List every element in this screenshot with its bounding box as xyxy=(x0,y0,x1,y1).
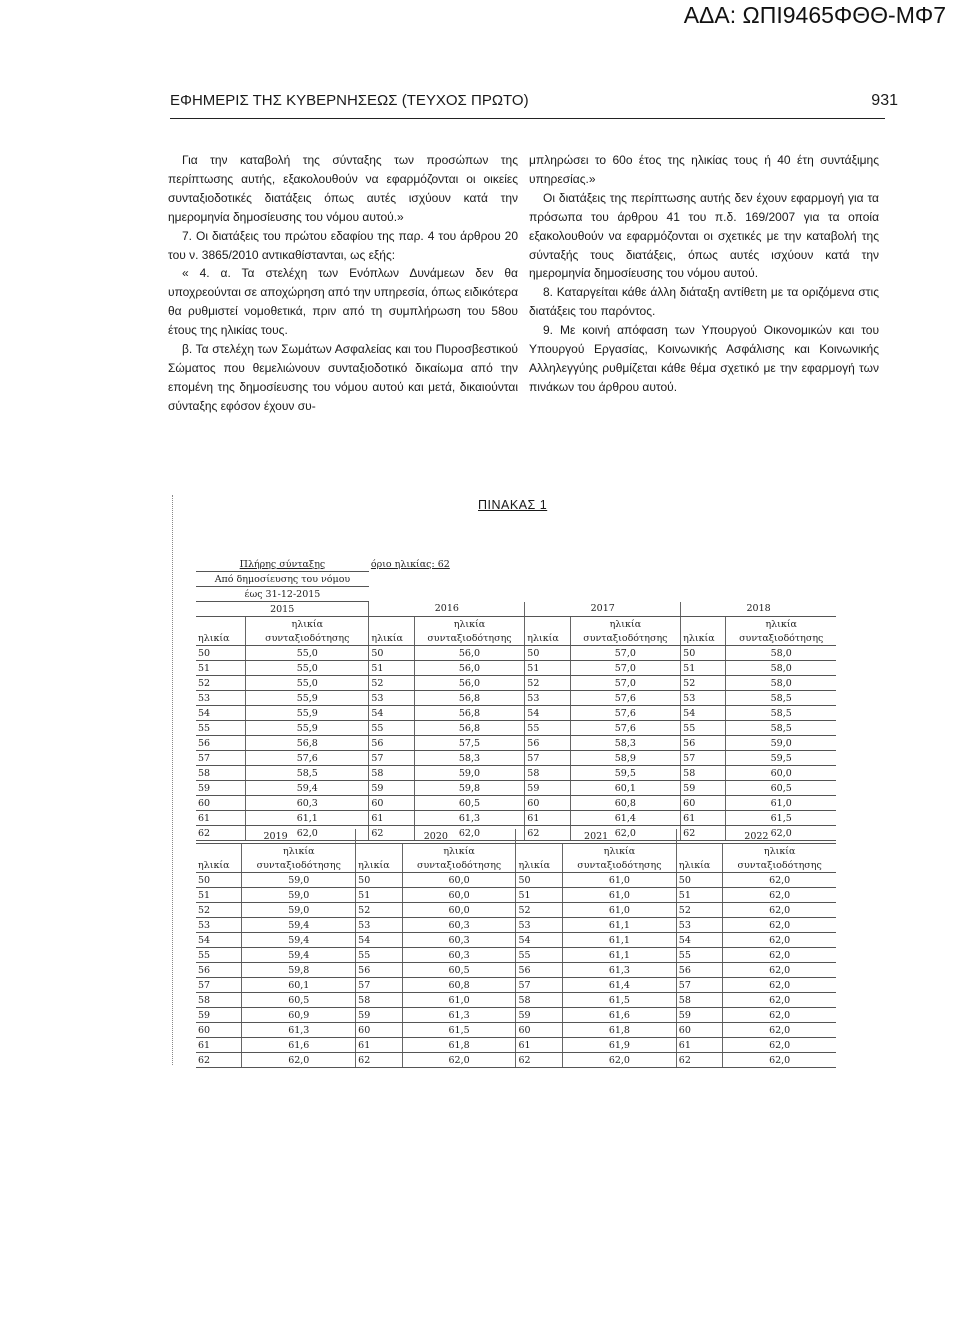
age-cell: 59 xyxy=(196,781,246,796)
retirement-age-cell: 58,5 xyxy=(726,691,836,706)
age-cell: 51 xyxy=(681,661,726,676)
retirement-age-cell: 60,0 xyxy=(402,888,516,903)
table-row xyxy=(196,1008,836,1023)
retirement-age-cell: 55,9 xyxy=(246,706,369,721)
retirement-age-cell: 59,5 xyxy=(726,751,836,766)
retirement-age-cell: 57,5 xyxy=(414,736,525,751)
col-header-age: ηλικία xyxy=(196,631,246,646)
retirement-age-cell: 61,0 xyxy=(402,993,516,1008)
table-row xyxy=(196,811,836,826)
age-cell: 51 xyxy=(516,888,563,903)
age-cell: 58 xyxy=(356,993,403,1008)
retirement-age-cell: 62,0 xyxy=(402,1053,516,1068)
age-cell: 50 xyxy=(525,646,570,661)
retirement-age-cell: 61,1 xyxy=(563,948,677,963)
retirement-age-cell: 60,5 xyxy=(242,993,356,1008)
age-cell: 60 xyxy=(196,796,246,811)
age-cell: 62 xyxy=(516,1053,563,1068)
retirement-age-cell: 59,0 xyxy=(242,888,356,903)
age-cell: 56 xyxy=(369,736,414,751)
retirement-age-cell: 58,0 xyxy=(726,661,836,676)
age-cell: 51 xyxy=(525,661,570,676)
table-title: ΠΙΝΑΚΑΣ 1 xyxy=(478,498,548,512)
age-cell: 58 xyxy=(196,766,246,781)
retirement-age-cell: 61,8 xyxy=(563,1023,677,1038)
paragraph: 8. Καταργείται κάθε άλλη διάταξη αντίθετη με τα οριζόμενα στις διατάξεις του παρόντος. xyxy=(529,285,879,319)
table-row xyxy=(196,1053,836,1068)
retirement-age-cell: 59,4 xyxy=(242,933,356,948)
running-header xyxy=(170,92,898,118)
age-cell: 62 xyxy=(356,1053,403,1068)
retirement-age-cell: 60,3 xyxy=(402,948,516,963)
age-cell: 57 xyxy=(516,978,563,993)
retirement-age-cell: 57,6 xyxy=(570,706,681,721)
retirement-age-cell: 55,9 xyxy=(246,691,369,706)
retirement-age-cell: 60,1 xyxy=(570,781,681,796)
age-cell: 57 xyxy=(525,751,570,766)
table-row xyxy=(196,1038,836,1053)
col-header: ηλικία xyxy=(414,617,525,632)
age-cell: 56 xyxy=(681,736,726,751)
age-cell: 54 xyxy=(196,706,246,721)
retirement-age-cell: 59,0 xyxy=(726,736,836,751)
gazette-title: ΕΦΗΜΕΡΙΣ ΤΗΣ ΚΥΒΕΡΝΗΣΕΩΣ (ΤΕΥΧΟΣ ΠΡΩΤΟ) xyxy=(170,92,529,109)
age-cell: 59 xyxy=(676,1008,723,1023)
retirement-age-cell: 59,0 xyxy=(414,766,525,781)
table-row xyxy=(196,873,836,888)
year-2015: 2015 xyxy=(196,602,369,617)
retirement-age-cell: 58,9 xyxy=(570,751,681,766)
age-cell: 58 xyxy=(369,766,414,781)
age-cell: 50 xyxy=(516,873,563,888)
table-row xyxy=(196,766,836,781)
age-cell: 52 xyxy=(369,676,414,691)
age-cell: 58 xyxy=(196,993,242,1008)
col-header-retirement: συνταξιοδότησης xyxy=(726,631,836,646)
retirement-age-cell: 58,3 xyxy=(570,736,681,751)
age-cell: 54 xyxy=(196,933,242,948)
age-cell: 59 xyxy=(681,781,726,796)
retirement-age-cell: 61,1 xyxy=(246,811,369,826)
age-cell: 53 xyxy=(196,691,246,706)
table-row xyxy=(196,903,836,918)
year-2016: 2016 xyxy=(369,602,525,617)
age-cell: 52 xyxy=(676,903,723,918)
age-cell: 60 xyxy=(681,796,726,811)
paragraph: β. Τα στελέχη των Σωμάτων Ασφαλείας και του Πυροσβεστικού Σώματος που θεμελιώνουν συνταξιοδοτικό δικαίωμα από την επομένη της δημοσίευσης του νόμου αυτού και μετά, δικαιούνται σύνταξης εφόσον έχουν συ- xyxy=(168,342,518,413)
age-cell: 58 xyxy=(525,766,570,781)
retirement-age-cell: 58,5 xyxy=(726,706,836,721)
age-cell: 50 xyxy=(681,646,726,661)
col-header: ηλικία xyxy=(242,844,356,859)
retirement-age-cell: 59,5 xyxy=(570,766,681,781)
age-cell: 62 xyxy=(369,826,414,841)
retirement-age-cell: 61,6 xyxy=(242,1038,356,1053)
retirement-age-cell: 60,5 xyxy=(414,796,525,811)
table-row xyxy=(196,918,836,933)
retirement-age-cell: 62,0 xyxy=(723,963,836,978)
col-header-retirement: συνταξιοδότησης xyxy=(570,631,681,646)
retirement-age-cell: 57,0 xyxy=(570,676,681,691)
table-row xyxy=(196,646,836,661)
paragraph: « 4. α. Τα στελέχη των Ενόπλων Δυνάμεων δεν θα υποχρεούνται σε αποχώρηση από την υπηρεσία, όπως ειδικότερα θα ρυθμιστεί νομοθετικά, πριν από τη συμπλήρωση του 58ου έτους της ηλικίας τους. xyxy=(168,266,519,338)
age-cell: 55 xyxy=(356,948,403,963)
retirement-age-cell: 60,0 xyxy=(402,903,516,918)
ada-code: ΑΔΑ: ΩΠΙ9465ΦΘΘ-ΜΦ7 xyxy=(683,2,946,28)
age-cell: 61 xyxy=(525,811,570,826)
table-row xyxy=(196,796,836,811)
age-cell: 55 xyxy=(676,948,723,963)
table-row xyxy=(196,781,836,796)
age-cell: 61 xyxy=(676,1038,723,1053)
age-cell: 54 xyxy=(516,933,563,948)
age-cell: 55 xyxy=(196,948,242,963)
age-cell: 60 xyxy=(356,1023,403,1038)
age-cell: 53 xyxy=(516,918,563,933)
retirement-age-cell: 62,0 xyxy=(246,826,369,841)
table-body xyxy=(196,646,836,841)
age-cell: 50 xyxy=(356,873,403,888)
header-rule xyxy=(170,118,885,119)
retirement-age-cell: 59,8 xyxy=(414,781,525,796)
age-cell: 61 xyxy=(369,811,414,826)
age-cell: 54 xyxy=(676,933,723,948)
col-header-retirement: συνταξιοδότησης xyxy=(414,631,525,646)
age-cell: 55 xyxy=(681,721,726,736)
table-row xyxy=(196,978,836,993)
retirement-age-cell: 60,1 xyxy=(242,978,356,993)
retirement-age-cell: 56,8 xyxy=(414,706,525,721)
age-cell: 60 xyxy=(676,1023,723,1038)
age-cell: 57 xyxy=(369,751,414,766)
col-header-retirement: συνταξιοδότησης xyxy=(723,858,836,873)
retirement-age-cell: 56,0 xyxy=(414,676,525,691)
age-cell: 59 xyxy=(356,1008,403,1023)
col-header-age: ηλικία xyxy=(681,631,726,646)
scan-margin-line xyxy=(172,495,173,1065)
age-cell: 60 xyxy=(525,796,570,811)
retirement-age-cell: 55,9 xyxy=(246,721,369,736)
age-cell: 57 xyxy=(356,978,403,993)
col-header-age: ηλικία xyxy=(525,631,570,646)
age-cell: 54 xyxy=(356,933,403,948)
retirement-age-cell: 55,0 xyxy=(246,676,369,691)
col-header-retirement: συνταξιοδότησης xyxy=(402,858,516,873)
retirement-age-cell: 58,0 xyxy=(726,676,836,691)
retirement-age-cell: 56,0 xyxy=(414,646,525,661)
age-cell: 55 xyxy=(196,721,246,736)
age-cell: 56 xyxy=(525,736,570,751)
retirement-age-cell: 59,4 xyxy=(242,948,356,963)
retirement-age-cell: 61,0 xyxy=(563,903,677,918)
retirement-age-cell: 56,8 xyxy=(414,691,525,706)
paragraph: μπληρώσει το 60ο έτος της ηλικίας τους ή 40 έτη συντάξιμης υπηρεσίας.» xyxy=(529,153,879,186)
age-cell: 53 xyxy=(681,691,726,706)
age-cell: 51 xyxy=(369,661,414,676)
retirement-age-cell: 61,4 xyxy=(570,811,681,826)
right-text-column xyxy=(529,151,879,397)
age-cell: 62 xyxy=(676,1053,723,1068)
age-cell: 58 xyxy=(676,993,723,1008)
retirement-age-cell: 60,0 xyxy=(402,873,516,888)
page-number: 931 xyxy=(871,92,898,109)
age-cell: 52 xyxy=(516,903,563,918)
retirement-age-cell: 60,9 xyxy=(242,1008,356,1023)
table-row xyxy=(196,706,836,721)
paragraph: 9. Με κοινή απόφαση των Υπουργού Οικονομικών και του Υπουργού Εργασίας, Κοινωνικής Ασφάλισης και Κοινωνικής Αλληλεγγύης ρυθμίζεται κάθε θέμα σχετικό με την εφαρμογή των πινάκων του άρθρου αυτού. xyxy=(529,323,879,394)
col-header: ηλικία xyxy=(570,617,681,632)
retirement-age-cell: 57,6 xyxy=(246,751,369,766)
retirement-age-cell: 58,0 xyxy=(726,646,836,661)
table-row xyxy=(196,721,836,736)
retirement-age-cell: 59,8 xyxy=(242,963,356,978)
retirement-age-cell: 59,0 xyxy=(242,903,356,918)
retirement-age-cell: 57,0 xyxy=(570,646,681,661)
age-cell: 55 xyxy=(525,721,570,736)
retirement-age-cell: 61,1 xyxy=(563,918,677,933)
age-limit-label: όριο ηλικίας: 62 xyxy=(370,558,450,570)
left-text-column xyxy=(168,151,518,416)
retirement-age-cell: 60,8 xyxy=(402,978,516,993)
retirement-age-cell: 62,0 xyxy=(242,1053,356,1068)
year-2021: 2021 xyxy=(516,829,676,844)
retirement-age-cell: 62,0 xyxy=(723,888,836,903)
retirement-age-cell: 57,6 xyxy=(570,721,681,736)
retirement-age-cell: 58,3 xyxy=(414,751,525,766)
retirement-age-cell: 55,0 xyxy=(246,646,369,661)
retirement-age-cell: 61,0 xyxy=(563,888,677,903)
year-2022: 2022 xyxy=(676,829,836,844)
retirement-age-cell: 58,5 xyxy=(246,766,369,781)
year-2020: 2020 xyxy=(356,829,516,844)
age-cell: 58 xyxy=(681,766,726,781)
until-date-label: έως 31-12-2015 xyxy=(196,587,369,602)
age-cell: 53 xyxy=(356,918,403,933)
table-body xyxy=(196,873,836,1068)
age-cell: 61 xyxy=(681,811,726,826)
retirement-age-cell: 57,6 xyxy=(570,691,681,706)
retirement-age-cell: 56,8 xyxy=(414,721,525,736)
age-cell: 59 xyxy=(525,781,570,796)
col-header: ηλικία xyxy=(402,844,516,859)
retirement-age-cell: 62,0 xyxy=(414,826,525,841)
paragraph: Για την καταβολή της σύνταξης των προσώπων της περίπτωσης αυτής, εξακολουθούν να εφαρμόζονται οι οικείες συνταξιοδοτικές διατάξεις όπως αυτές ισχύουν κατά την ημερομηνία δημοσίευσης του νόμου αυτού.» xyxy=(168,153,518,224)
age-cell: 53 xyxy=(525,691,570,706)
col-header-age: ηλικία xyxy=(516,858,563,873)
retirement-age-cell: 61,3 xyxy=(563,963,677,978)
retirement-age-cell: 61,5 xyxy=(563,993,677,1008)
retirement-age-cell: 62,0 xyxy=(723,948,836,963)
age-cell: 57 xyxy=(196,978,242,993)
retirement-age-cell: 61,0 xyxy=(563,873,677,888)
retirement-age-cell: 60,3 xyxy=(246,796,369,811)
pension-age-table-2015-2018 xyxy=(196,557,836,841)
age-cell: 52 xyxy=(196,676,246,691)
retirement-age-cell: 61,4 xyxy=(563,978,677,993)
age-cell: 50 xyxy=(196,873,242,888)
retirement-age-cell: 59,4 xyxy=(242,918,356,933)
retirement-age-cell: 61,8 xyxy=(402,1038,516,1053)
retirement-age-cell: 62,0 xyxy=(723,1038,836,1053)
year-2019: 2019 xyxy=(196,829,356,844)
retirement-age-cell: 61,6 xyxy=(563,1008,677,1023)
age-cell: 53 xyxy=(196,918,242,933)
age-cell: 50 xyxy=(196,646,246,661)
age-cell: 62 xyxy=(196,826,246,841)
retirement-age-cell: 60,8 xyxy=(570,796,681,811)
retirement-age-cell: 60,0 xyxy=(726,766,836,781)
retirement-age-cell: 61,1 xyxy=(563,933,677,948)
pension-age-table-2019-2022 xyxy=(196,829,836,1068)
retirement-age-cell: 61,5 xyxy=(402,1023,516,1038)
paragraph: Οι διατάξεις της περίπτωσης αυτής δεν έχουν εφαρμογή για τα πρόσωπα του άρθρου 41 του π.δ. 169/2007 για τα οποία εξακολουθούν να εφαρμόζονται οι σχετικές με την καταβολή της σύνταξής τους διατάξεις, όπως αυτές ισχύουν κατά την ημερομηνία δημοσίευσης του νόμου αυτού. xyxy=(529,190,879,281)
age-cell: 57 xyxy=(196,751,246,766)
retirement-age-cell: 61,9 xyxy=(563,1038,677,1053)
retirement-age-cell: 60,3 xyxy=(402,918,516,933)
retirement-age-cell: 61,5 xyxy=(726,811,836,826)
age-cell: 56 xyxy=(676,963,723,978)
retirement-age-cell: 56,8 xyxy=(246,736,369,751)
table-row xyxy=(196,888,836,903)
table-row xyxy=(196,933,836,948)
retirement-age-cell: 62,0 xyxy=(723,993,836,1008)
col-header-retirement: συνταξιοδότησης xyxy=(242,858,356,873)
age-cell: 52 xyxy=(196,903,242,918)
age-cell: 62 xyxy=(525,826,570,841)
retirement-age-cell: 61,3 xyxy=(402,1008,516,1023)
from-publication-label: Από δημοσίευσης του νόμου xyxy=(196,572,369,587)
age-cell: 57 xyxy=(676,978,723,993)
age-cell: 56 xyxy=(196,963,242,978)
age-cell: 62 xyxy=(196,1053,242,1068)
age-cell: 60 xyxy=(369,796,414,811)
col-header-age: ηλικία xyxy=(369,631,414,646)
col-header-retirement: συνταξιοδότησης xyxy=(246,631,369,646)
retirement-age-cell: 62,0 xyxy=(563,1053,677,1068)
retirement-age-cell: 62,0 xyxy=(723,1023,836,1038)
year-2018: 2018 xyxy=(681,602,836,617)
age-cell: 57 xyxy=(681,751,726,766)
age-cell: 61 xyxy=(196,1038,242,1053)
retirement-age-cell: 60,3 xyxy=(402,933,516,948)
retirement-age-cell: 60,5 xyxy=(726,781,836,796)
col-header: ηλικία xyxy=(563,844,677,859)
age-cell: 53 xyxy=(676,918,723,933)
age-cell: 51 xyxy=(676,888,723,903)
col-header-retirement: συνταξιοδότησης xyxy=(563,858,677,873)
age-cell: 54 xyxy=(369,706,414,721)
retirement-age-cell: 61,3 xyxy=(414,811,525,826)
age-cell: 54 xyxy=(525,706,570,721)
retirement-age-cell: 55,0 xyxy=(246,661,369,676)
retirement-age-cell: 58,5 xyxy=(726,721,836,736)
retirement-age-cell: 62,0 xyxy=(723,978,836,993)
age-cell: 61 xyxy=(196,811,246,826)
age-cell: 61 xyxy=(516,1038,563,1053)
col-header-age: ηλικία xyxy=(356,858,403,873)
table-row xyxy=(196,1023,836,1038)
age-cell: 55 xyxy=(369,721,414,736)
table-row xyxy=(196,751,836,766)
retirement-age-cell: 62,0 xyxy=(723,918,836,933)
age-cell: 52 xyxy=(525,676,570,691)
age-cell: 61 xyxy=(356,1038,403,1053)
col-header: ηλικία xyxy=(246,617,369,632)
table-row xyxy=(196,691,836,706)
retirement-age-cell: 62,0 xyxy=(723,1008,836,1023)
table-row xyxy=(196,676,836,691)
age-cell: 59 xyxy=(369,781,414,796)
age-cell: 51 xyxy=(196,661,246,676)
retirement-age-cell: 62,0 xyxy=(723,933,836,948)
age-cell: 51 xyxy=(356,888,403,903)
retirement-age-cell: 59,0 xyxy=(242,873,356,888)
age-cell: 50 xyxy=(369,646,414,661)
age-cell: 62 xyxy=(681,826,726,841)
retirement-age-cell: 59,4 xyxy=(246,781,369,796)
age-cell: 54 xyxy=(681,706,726,721)
age-cell: 60 xyxy=(516,1023,563,1038)
table-row xyxy=(196,963,836,978)
retirement-age-cell: 60,5 xyxy=(402,963,516,978)
table-row xyxy=(196,661,836,676)
retirement-age-cell: 62,0 xyxy=(723,1053,836,1068)
year-2017: 2017 xyxy=(525,602,681,617)
age-cell: 60 xyxy=(196,1023,242,1038)
age-cell: 56 xyxy=(516,963,563,978)
age-cell: 58 xyxy=(516,993,563,1008)
retirement-age-cell: 61,0 xyxy=(726,796,836,811)
retirement-age-cell: 62,0 xyxy=(723,873,836,888)
table-row xyxy=(196,948,836,963)
age-cell: 59 xyxy=(196,1008,242,1023)
retirement-age-cell: 61,3 xyxy=(242,1023,356,1038)
age-cell: 59 xyxy=(516,1008,563,1023)
age-cell: 55 xyxy=(516,948,563,963)
table-row xyxy=(196,993,836,1008)
age-cell: 56 xyxy=(356,963,403,978)
col-header: ηλικία xyxy=(763,845,796,857)
table-row xyxy=(196,736,836,751)
col-header: ηλικία xyxy=(765,618,797,630)
age-cell: 53 xyxy=(369,691,414,706)
retirement-age-cell: 62,0 xyxy=(726,826,836,841)
retirement-age-cell: 62,0 xyxy=(723,903,836,918)
col-header-age: ηλικία xyxy=(676,858,723,873)
retirement-age-cell: 56,0 xyxy=(414,661,525,676)
age-cell: 52 xyxy=(356,903,403,918)
age-cell: 50 xyxy=(676,873,723,888)
col-header-age: ηλικία xyxy=(196,858,242,873)
full-pension-label: Πλήρης σύνταξης xyxy=(196,557,369,572)
paragraph: 7. Οι διατάξεις του πρώτου εδαφίου της παρ. 4 του άρθρου 20 του ν. 3865/2010 αντικαθίστανται, ως εξής: xyxy=(168,228,518,262)
age-cell: 56 xyxy=(196,736,246,751)
age-cell: 52 xyxy=(681,676,726,691)
age-cell: 51 xyxy=(196,888,242,903)
retirement-age-cell: 62,0 xyxy=(570,826,681,841)
retirement-age-cell: 57,0 xyxy=(570,661,681,676)
